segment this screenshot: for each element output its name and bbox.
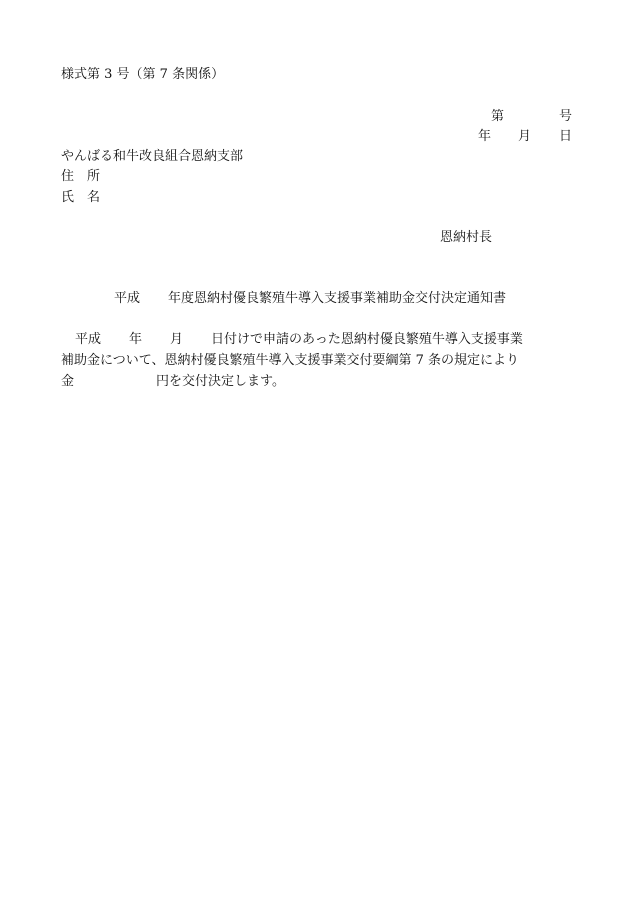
- date-year-label: 年: [478, 129, 492, 144]
- recipient-name-label: 氏 名: [61, 190, 101, 205]
- issuer-title: 恩納村長: [440, 230, 493, 245]
- form-number-label: 様式第 3 号（第 7 条関係）: [61, 67, 225, 82]
- date-day-label: 日: [559, 129, 573, 144]
- notice-title-era: 平成: [114, 291, 141, 306]
- recipient-address-label: 住 所: [61, 169, 101, 184]
- body-year-label: 年: [129, 332, 143, 347]
- body-month-label: 月: [170, 332, 184, 347]
- amount-prefix: 金: [61, 374, 75, 389]
- date-month-label: 月: [518, 129, 532, 144]
- document-number-prefix: 第: [491, 109, 505, 124]
- recipient-organization: やんばる和牛改良組合恩納支部: [61, 149, 244, 164]
- body-era: 平成: [75, 332, 102, 347]
- body-line-2: 補助金について、恩納村優良繁殖牛導入支援事業交付要綱第 7 条の規定により: [61, 353, 520, 368]
- document-number-suffix: 号: [559, 109, 573, 124]
- notice-title: 年度恩納村優良繁殖牛導入支援事業補助金交付決定通知書: [168, 291, 507, 306]
- amount-suffix: 円を交付決定します。: [156, 374, 285, 389]
- body-line-1: 日付けで申請のあった恩納村優良繁殖牛導入支援事業: [211, 332, 523, 347]
